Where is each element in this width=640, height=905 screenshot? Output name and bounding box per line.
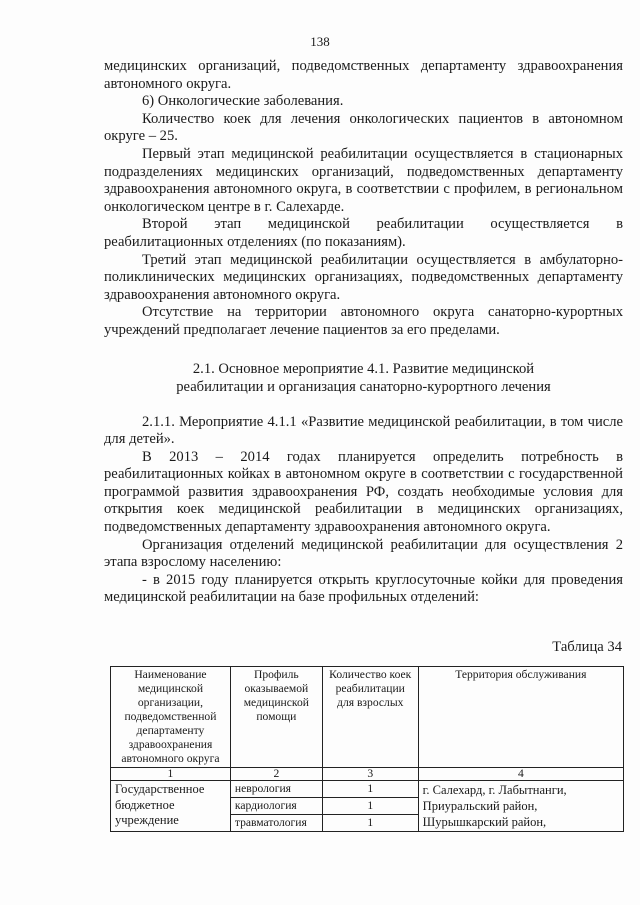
table-header-row [111,667,624,768]
column-number: 4 [418,768,623,781]
header-organization: Наименование медицинской организации, подведомственной департаменту здравоохранения автономного округа [111,667,231,768]
paragraph: 6) Онкологические заболевания. [142,93,344,110]
header-profile: Профиль оказываемой медицинской помощи [230,667,322,768]
table-caption: Таблица 34 [552,639,622,655]
paragraph: В 2013 – 2014 годах планируется определить потребность в реабилитационных койках в автономном округе в соответствии с государственной программой развития здравоохранения РФ, создать необходимые условия для открытия коек медицинской реабилитации в медицинских организациях, подведомственных департаменту здравоохранения автономного округа. [104,448,623,536]
section-heading [104,360,623,396]
page-number: 138 [310,34,330,49]
column-number: 3 [322,768,418,781]
paragraph: - в 2015 году планируется открыть круглосуточные койки для проведения медицинской реабилитации на базе профильных отделений: [104,571,623,606]
table-row [111,781,624,798]
beds-cell: 1 [322,781,418,798]
section-heading-line-1: 2.1. Основное мероприятие 4.1. Развитие медицинской [192,360,535,377]
paragraph: Количество коек для лечения онкологических пациентов в автономном округе – 25. [104,110,623,145]
column-number-row [111,768,624,781]
paragraph: 2.1.1. Мероприятие 4.1.1 «Развитие медицинской реабилитации, в том числе для детей». [104,413,623,448]
paragraph: Второй этап медицинской реабилитации осуществляется в реабилитационных отделениях (по показаниям). [104,216,623,250]
rehabilitation-beds-table [110,666,624,832]
organization-cell: Государственное бюджетное учреждение [111,781,231,832]
section-heading-line-2: реабилитации и организация санаторно-курортного лечения [176,378,551,395]
spacer [104,396,623,414]
header-territory: Территория обслуживания [418,667,623,768]
column-number: 1 [111,768,231,781]
header-beds: Количество коек реабилитации для взрослых [322,667,418,768]
profile-cell: травматология [230,815,322,832]
paragraph: Отсутствие на территории автономного округа санаторно-курортных учреждений предполагает лечение пациентов за его пределами. [104,304,623,338]
paragraph: Первый этап медицинской реабилитации осуществляется в стационарных подразделениях медицинских организаций, подведомственных департаменту здравоохранения автономного округа, в соответствии с профилем, в региональном онкологическом центре в г. Салехарде. [104,145,623,215]
profile-cell: неврология [230,781,322,798]
column-number: 2 [230,768,322,781]
paragraph: медицинских организаций, подведомственных департаменту здравоохранения автономного округа. [104,58,623,92]
beds-cell: 1 [322,798,418,815]
document-body [104,58,623,607]
beds-cell: 1 [322,815,418,832]
profile-cell: кардиология [230,798,322,815]
territory-cell: г. Салехард, г. Лабытнанги, Приуральский район, Шурышкарский район, [418,781,623,832]
paragraph: Третий этап медицинской реабилитации осуществляется в амбулаторно-поликлинических медицинских организациях, подведомственных департаменту здравоохранения автономного округа. [104,251,623,303]
paragraph: Организация отделений медицинской реабилитации для осуществления 2 этапа взрослому населению: [104,536,623,571]
